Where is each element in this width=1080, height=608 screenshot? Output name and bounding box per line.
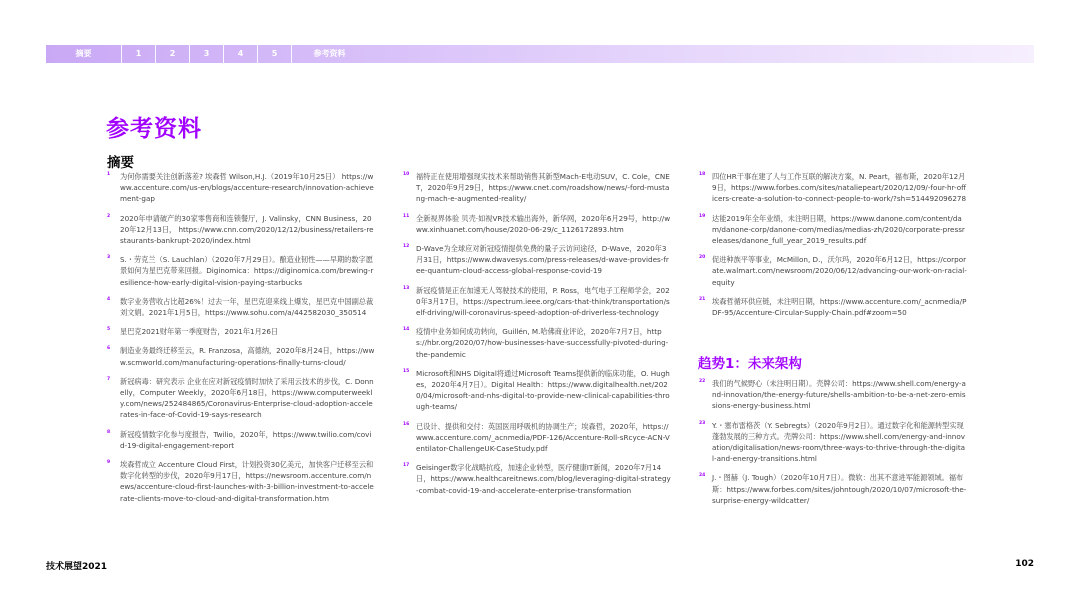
page-number: 102 [1015, 559, 1034, 569]
references-column-1 [107, 171, 375, 512]
nav-divider [189, 45, 190, 63]
reference-number: 9 [107, 460, 111, 466]
reference-text[interactable]: Microsoft和NHS Digital将通过Microsoft Teams提供新的临床功能，O. Hughes，2020年4月7日）。Digital Health：https://www.digitalhealth.net/2020/04/microsoft-and-nhs-digital-to-provide-new-clinical-capabilities-through-teams/ [416, 368, 670, 412]
reference-number: 18 [699, 172, 706, 177]
reference-text[interactable]: 四位HR干事在建了人与工作互联的解决方案，N. Peart，福布斯，2020年12月9日，https://www.forbes.com/sites/nataliepeart/2020/12/09/-four-hr-officers-create-a-solution-to-connect-people-to-work/?sh=514492096278 [712, 172, 967, 204]
reference-item [107, 296, 375, 318]
reference-item [107, 326, 375, 337]
reference-item [699, 254, 967, 288]
nav-item-references[interactable]: 参考资料 [313, 49, 346, 58]
reference-text[interactable]: 达能2019年全年业绩，未注明日期，https://www.danone.com/content/dam/danone-corp/danone-com/medias/medias-zh/2020/corporate-pressreleases/danone_full_year_2019_results.pdf [712, 213, 965, 246]
nav-divider [121, 45, 122, 63]
section-heading-summary: 摘要 [107, 155, 134, 171]
reference-text[interactable]: S.・劳克兰（S. Lauchlan）（2020年7月29日）。酿造业韧性——早期的数字愿景如何为星巴克带来回报。Diginomica：https://diginomica.com/brewing-resilience-how-early-digital-vision-paying-starbucks [120, 255, 374, 287]
reference-number: 22 [699, 379, 706, 384]
reference-item [403, 421, 671, 455]
section-heading-trend1 [698, 352, 802, 372]
reference-number: 17 [403, 463, 410, 469]
reference-text[interactable]: 我们的气候野心（未注明日期）。壳牌公司：https://www.shell.com/energy-and-innovation/the-energy-future/shells-ambition-to-be-a-net-zero-emissions-energy-business.html [712, 379, 966, 411]
reference-item [699, 378, 967, 412]
reference-number: 1 [107, 172, 111, 177]
reference-item [403, 368, 671, 413]
reference-number: 23 [699, 420, 706, 426]
reference-text[interactable]: 新冠病毒：研究表示 企业在应对新冠疫情时加快了采用云技术的步伐，C. Donnelly，Computer Weekly，2020年6月18日，https://www.computerweekly.com/news/252484865/Coronavirus-Enterprise-cloud-adoption-accelerates-in-face-of-Covid-19-says-research [120, 376, 374, 420]
reference-number: 15 [403, 368, 410, 374]
reference-number: 2 [107, 213, 111, 219]
reference-item [699, 171, 967, 205]
nav-divider [223, 45, 224, 63]
reference-number: 3 [107, 255, 111, 261]
reference-item [699, 213, 967, 247]
nav-divider [155, 45, 156, 63]
reference-text[interactable]: 数字业务营收占比超26%！过去一年，星巴克迎来线上爆发，星巴克中国副总裁刘文娟。2021年1月5日，https://www.sohu.com/a/442582030_350514 [120, 296, 374, 318]
reference-number: 16 [403, 421, 410, 427]
nav-item-2[interactable]: 2 [169, 49, 176, 58]
nav-item-4[interactable]: 4 [237, 49, 244, 58]
nav-item-summary[interactable]: 摘要 [75, 49, 92, 58]
reference-number: 21 [699, 296, 706, 302]
reference-item [107, 429, 375, 451]
reference-number: 4 [107, 296, 111, 302]
nav-item-3[interactable]: 3 [203, 49, 210, 58]
reference-item [107, 376, 375, 421]
references-column-3 [699, 171, 967, 326]
nav-item-5[interactable]: 5 [271, 49, 278, 58]
reference-text[interactable]: Y.・塞布雷格茨（Y. Sebregts）（2020年9月2日）。通过数字化和能源转型实现蓬勃发展的三种方式。壳牌公司：https://www.shell.com/energy-and-innovation/digitalisation/news-room/three-ways-to-thrive-through-the-digital-and-energy-transitions.html [712, 420, 966, 464]
reference-text[interactable]: 福特正在使用增强现实技术来帮助销售其新型Mach-E电动SUV，C. Cole，CNET，2020年9月29日，https://www.cnet.com/roadshow/news/-ford-mustang-mach-e-augmented-reality/ [416, 172, 670, 204]
reference-item [403, 213, 671, 235]
reference-number: 10 [403, 172, 410, 177]
reference-item [699, 472, 967, 506]
reference-text[interactable]: 疫情中业务如何成功转向，Guillén, M.哈佛商业评论，2020年7月7日，https://hbr.org/2020/07/how-businesses-have-successfully-pivoted-during-the-pandemic [416, 327, 669, 359]
reference-item [107, 171, 375, 205]
reference-number: 20 [699, 255, 706, 261]
reference-text[interactable]: 2020年申请破产的30家零售商和连锁餐厅，J. Valinsky，CNN Business，2020年12月13日， https://www.cnn.com/2020/12/12/business/retailers-restaurants-bankrupt-2020/index.html [120, 213, 374, 246]
reference-item [107, 345, 375, 367]
reference-text[interactable]: 促进种族平等事业，McMillon, D.，沃尔玛，2020年6月12日，https://corporate.walmart.com/newsroom/2020/06/12/advancing-our-work-on-racial-equity [712, 255, 967, 287]
nav-divider [291, 45, 292, 63]
reference-number: 6 [107, 346, 111, 352]
reference-text[interactable]: 已设计、提供和交付：英国医用呼吸机的协调生产；埃森哲，2020年，https://www.accenture.com/_acnmedia/PDF-126/Accenture-Roll-sRcyce-ACN-Ventilator-ChallengeUK-CaseStudy.pdf [416, 421, 670, 454]
reference-item [699, 420, 967, 465]
page-title: 参考资料 [106, 116, 202, 142]
reference-text[interactable]: 埃森哲循环供应链，未注明日期，https://www.accenture.com/_acnmedia/PDF-95/Accenture-Circular-Supply-Chain.pdf#zoom=50 [712, 296, 967, 318]
reference-number: 14 [403, 327, 410, 333]
reference-number: 13 [403, 285, 410, 291]
reference-number: 19 [699, 213, 706, 219]
reference-item [699, 296, 967, 318]
reference-item [107, 459, 375, 504]
reference-text[interactable]: 新冠疫情是正在加速无人驾驶技术的使用，P. Ross，电气电子工程师学会，2020年3月17日，https://spectrum.ieee.org/cars-that-think/transportation/self-driving/will-coronavirus-speed-adoption-of-driverless-technology [416, 285, 670, 318]
references-column-3-trend1 [699, 378, 967, 514]
reference-text[interactable]: J.・图赫（J. Tough）（2020年10月7日）。微软：出其不意进军能源领域。福布斯：https://www.forbes.com/sites/johntough/2020/10/07/microsoft-the-surprise-energy-wildcatter/ [712, 473, 967, 505]
reference-item [403, 243, 671, 277]
reference-text[interactable]: 新冠疫情数字化参与度报告，Twilio，2020年，https://www.twilio.com/covid-19-digital-engagement-report [120, 429, 372, 450]
trend1-heading-text: 趋势1：未来架构 [698, 356, 802, 372]
reference-number: 5 [107, 327, 111, 333]
reference-number: 24 [699, 473, 706, 479]
reference-text[interactable]: 埃森哲成立 Accenture Cloud First，计划投资30亿美元，加快客户迁移至云和数字化转型的步伐，2020年9月17日，https://newsroom.accenture.com/news/accenture-cloud-first-launches-with-3-billion-investment-to-accelerate-clients-move-to-cloud-and-digital-transformation.htm [120, 460, 374, 503]
reference-item [107, 254, 375, 288]
reference-number: 12 [403, 244, 410, 250]
nav-item-1[interactable]: 1 [135, 49, 142, 58]
reference-text[interactable]: 制造业务最终迁移至云，R. Franzosa，高德纳，2020年8月24日，https://www.scmworld.com/manufacturing-operations-finally-turns-cloud/ [120, 346, 375, 367]
reference-item [403, 326, 671, 360]
reference-item [107, 213, 375, 247]
reference-item [403, 285, 671, 319]
reference-number: 7 [107, 376, 111, 382]
footer-report-title: 技术展望2021 [46, 562, 108, 572]
reference-number: 11 [403, 213, 410, 219]
reference-text[interactable]: D-Wave为全球应对新冠疫情提供免费的量子云访问途径，D-Wave，2020年3月31日，https://www.dwavesys.com/press-releases/d-wave-provides-free-quantum-cloud-access-global-response-covid-19 [416, 244, 669, 276]
reference-text[interactable]: 为何你需要关注创新落差? 埃森哲 Wilson,H.J.（2019年10月25日） https://www.accenture.com/us-en/blogs/accenture-research/innovation-achievement-gap [120, 172, 374, 204]
references-column-2 [403, 171, 671, 504]
reference-item [403, 462, 671, 496]
top-navigation [46, 45, 1034, 63]
reference-text[interactable]: 星巴克2021财年第一季度财告，2021年1月26日 [120, 327, 279, 337]
nav-divider [257, 45, 258, 63]
reference-number: 8 [107, 429, 111, 435]
reference-text[interactable]: 全新视界体验 贝壳·如视VR技术输出海外，新华网，2020年6月29号，http://www.xinhuanet.com/house/2020-06-29/c_1126172893.htm [416, 213, 671, 234]
reference-text[interactable]: Geisinger数字化战略抗疫，加速企业转型，医疗健康IT新闻，2020年7月14日，https://www.healthcareitnews.com/blog/leveraging-digital-strategy-combat-covid-19-and-accelerate-enterprise-transformation [416, 463, 671, 495]
reference-item [403, 171, 671, 205]
